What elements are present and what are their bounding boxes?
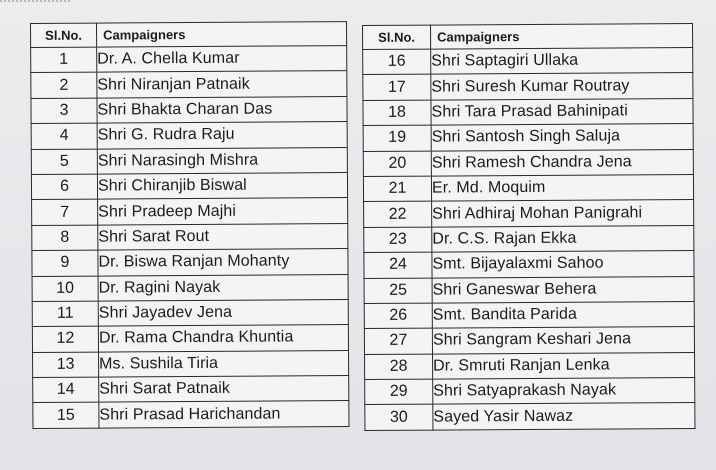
serial-number-cell: 20 xyxy=(363,151,431,177)
table-body-right xyxy=(363,47,695,430)
table-row xyxy=(31,71,347,98)
table-row xyxy=(32,325,348,352)
table-row xyxy=(363,149,693,176)
table-row xyxy=(31,46,347,73)
serial-number-cell: 14 xyxy=(33,377,99,403)
table-row xyxy=(364,301,694,328)
serial-number-cell: 22 xyxy=(364,201,432,227)
campaigner-name-cell: Dr. Ragini Nayak xyxy=(98,274,348,301)
table-header-row xyxy=(31,22,347,48)
campaigner-name-cell: Sayed Yasir Nawaz xyxy=(433,403,695,430)
campaigner-name-cell: Shri Bhakta Charan Das xyxy=(97,96,347,123)
table-row xyxy=(363,47,693,74)
campaigner-name-cell: Shri Sangram Keshari Jena xyxy=(432,327,694,354)
campaigner-name-cell: Dr. C.S. Rajan Ekka xyxy=(432,225,694,252)
table-row xyxy=(364,276,694,303)
serial-number-cell: 21 xyxy=(363,176,431,202)
campaigner-name-cell: Shri Pradeep Majhi xyxy=(98,198,348,225)
table-row xyxy=(363,98,693,125)
header-campaigners: Campaigners xyxy=(97,22,347,48)
serial-number-cell: 7 xyxy=(32,199,98,225)
serial-number-cell: 16 xyxy=(363,49,431,75)
campaigners-table-left xyxy=(30,21,349,429)
table-row xyxy=(31,147,347,174)
cropped-header-remnant xyxy=(0,0,70,8)
table-row xyxy=(32,299,348,326)
campaigner-name-cell: Dr. Smruti Ranjan Lenka xyxy=(433,352,695,379)
header-sl-no: Sl.No. xyxy=(31,23,97,47)
table-row xyxy=(363,124,693,151)
serial-number-cell: 15 xyxy=(33,403,99,429)
serial-number-cell: 3 xyxy=(31,98,97,124)
campaigner-name-cell: Shri Narasingh Mishra xyxy=(97,147,347,174)
campaigner-name-cell: Shri Satyaprakash Nayak xyxy=(433,378,695,405)
campaigner-name-cell: Shri Saptagiri Ullaka xyxy=(431,47,693,74)
campaigner-name-cell: Shri Sarat Patnaik xyxy=(99,376,349,403)
table-row xyxy=(364,327,694,354)
table-row xyxy=(31,173,347,200)
serial-number-cell: 8 xyxy=(32,225,98,251)
serial-number-cell: 25 xyxy=(364,278,432,304)
serial-number-cell: 10 xyxy=(32,276,98,302)
campaigner-name-cell: Ms. Sushila Tiria xyxy=(99,350,349,377)
campaigners-table-right xyxy=(362,23,695,431)
campaigner-name-cell: Dr. Rama Chandra Khuntia xyxy=(98,325,348,352)
campaigner-name-cell: Er. Md. Moquim xyxy=(431,174,693,201)
table-row xyxy=(33,401,349,428)
table-header-row xyxy=(363,23,693,49)
serial-number-cell: 23 xyxy=(364,227,432,253)
campaigner-name-cell: Smt. Bandita Parida xyxy=(432,301,694,328)
serial-number-cell: 2 xyxy=(31,72,97,98)
campaigner-name-cell: Dr. Biswa Ranjan Mohanty xyxy=(98,249,348,276)
header-sl-no: Sl.No. xyxy=(363,25,431,49)
serial-number-cell: 19 xyxy=(363,125,431,151)
table-row xyxy=(31,96,347,123)
table-row xyxy=(33,350,349,377)
serial-number-cell: 28 xyxy=(365,354,433,380)
campaigner-name-cell: Shri Santosh Singh Saluja xyxy=(431,124,693,151)
serial-number-cell: 27 xyxy=(364,328,432,354)
table-row xyxy=(363,73,693,100)
table-row xyxy=(32,274,348,301)
serial-number-cell: 4 xyxy=(31,123,97,149)
serial-number-cell: 11 xyxy=(32,301,98,327)
serial-number-cell: 12 xyxy=(32,326,98,352)
serial-number-cell: 30 xyxy=(365,405,433,431)
table-row xyxy=(365,378,695,405)
campaigner-name-cell: Shri Sarat Rout xyxy=(98,223,348,250)
serial-number-cell: 9 xyxy=(32,250,98,276)
table-row xyxy=(33,376,349,403)
serial-number-cell: 17 xyxy=(363,74,431,100)
table-body-left xyxy=(31,46,349,429)
serial-number-cell: 1 xyxy=(31,47,97,73)
campaigner-name-cell: Dr. A. Chella Kumar xyxy=(97,46,347,73)
campaigner-name-cell: Shri Suresh Kumar Routray xyxy=(431,73,693,100)
campaigner-name-cell: Shri Adhiraj Mohan Panigrahi xyxy=(432,200,694,227)
campaigner-name-cell: Shri Chiranjib Biswal xyxy=(97,173,347,200)
campaigner-name-cell: Shri G. Rudra Raju xyxy=(97,122,347,149)
campaigner-name-cell: Shri Tara Prasad Bahinipati xyxy=(431,98,693,125)
campaigner-name-cell: Smt. Bijayalaxmi Sahoo xyxy=(432,251,694,278)
table-row xyxy=(365,352,695,379)
table-row xyxy=(364,200,694,227)
table-row xyxy=(365,403,695,430)
campaigner-name-cell: Shri Ganeswar Behera xyxy=(432,276,694,303)
serial-number-cell: 6 xyxy=(31,174,97,200)
campaigner-name-cell: Shri Prasad Harichandan xyxy=(99,401,349,428)
serial-number-cell: 13 xyxy=(33,352,99,378)
table-row xyxy=(32,249,348,276)
campaigner-name-cell: Shri Jayadev Jena xyxy=(98,299,348,326)
table-row xyxy=(32,198,348,225)
table-row xyxy=(364,251,694,278)
serial-number-cell: 5 xyxy=(31,149,97,175)
table-row xyxy=(364,225,694,252)
table-row xyxy=(32,223,348,250)
table-row xyxy=(363,174,693,201)
serial-number-cell: 18 xyxy=(363,100,431,126)
table-row xyxy=(31,122,347,149)
serial-number-cell: 29 xyxy=(365,379,433,405)
campaigner-name-cell: Shri Niranjan Patnaik xyxy=(97,71,347,98)
campaigner-name-cell: Shri Ramesh Chandra Jena xyxy=(431,149,693,176)
serial-number-cell: 26 xyxy=(364,303,432,329)
header-campaigners: Campaigners xyxy=(431,23,693,49)
serial-number-cell: 24 xyxy=(364,252,432,278)
